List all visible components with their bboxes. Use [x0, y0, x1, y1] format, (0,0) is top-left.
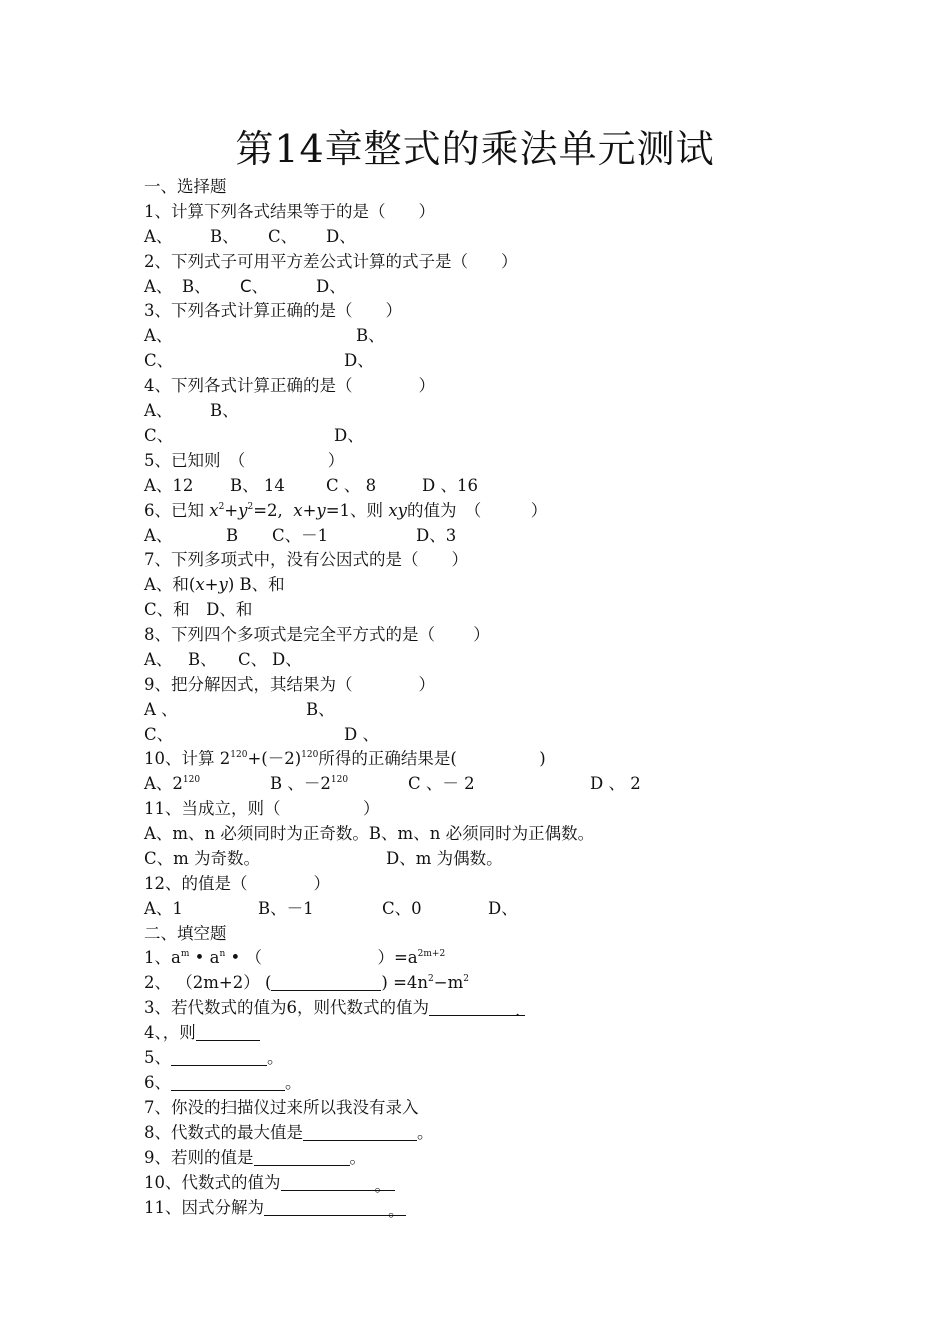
answer-blank[interactable] — [171, 1048, 267, 1066]
question-2-options — [144, 274, 346, 299]
question-7-options-ab: A、和(x+y) B、和 — [144, 575, 285, 594]
option-d: D、 — [488, 899, 518, 918]
option-b: B、 — [182, 277, 211, 296]
option-b: B、 — [210, 401, 239, 420]
option-b: B、 — [210, 227, 239, 246]
option-c: C、 — [144, 725, 174, 744]
fill-3: 3、若代数式的值为6，则代数式的值为 . — [144, 995, 525, 1020]
option-d: D 、 2 — [590, 774, 641, 793]
question-8: 8、下列四个多项式是完全平方式的是（ ） — [144, 625, 490, 644]
answer-blank[interactable]: . — [429, 998, 525, 1016]
answer-blank[interactable] — [271, 973, 381, 991]
option-b: B、－1 — [258, 899, 314, 918]
option-d: D、 — [316, 277, 346, 296]
question-3-options-ab — [144, 323, 385, 348]
option-d: D、 — [334, 426, 364, 445]
fill-1: 1、$a^m$ • $a^n$ • （ ）$=a^{2m+2}$ — [144, 948, 446, 967]
question-8-options — [144, 647, 302, 672]
question-7-options-cd: C、和 D、和 — [144, 600, 253, 619]
option-a: A、 — [144, 401, 173, 420]
option-c: C、 — [144, 426, 174, 445]
question-9: 9、把分解因式，其结果为（ ） — [144, 675, 435, 694]
option-b: B 、$-2^{120}$ — [270, 774, 349, 793]
question-9-options-cd — [144, 722, 379, 747]
option-d: D、 — [344, 351, 374, 370]
answer-blank[interactable] — [196, 1023, 260, 1041]
option-d: D 、 — [344, 725, 379, 744]
option-d: D、 — [272, 650, 302, 669]
question-1: 1、计算下列各式结果等于的是（ ） — [144, 202, 435, 221]
question-5: 5、已知则 （ ） — [144, 451, 345, 470]
section-heading-choice: 一、选择题 — [144, 177, 227, 196]
question-3-options-cd — [144, 348, 374, 373]
option-d: D、 — [326, 227, 356, 246]
option-c: C、m 为奇数。 — [144, 849, 261, 868]
option-d: D 、16 — [422, 476, 478, 495]
option-a: A、 — [144, 326, 173, 345]
fill-5: 5、 。 — [144, 1048, 284, 1067]
option-d: D、3 — [416, 526, 457, 545]
answer-blank[interactable]: 。 — [281, 1173, 395, 1191]
option-a: A 、 — [144, 700, 178, 719]
fill-4: 4、，则 — [144, 1020, 260, 1045]
fill-6: 6、 。 — [144, 1073, 302, 1092]
section-heading-fill: 二、填空题 — [144, 924, 227, 943]
answer-blank[interactable]: 。 — [264, 1198, 406, 1216]
fill-2: 2、 （2m+2） ( ) $=4n^2-m^2$ — [144, 973, 469, 992]
option-a: A、$2^{120}$ — [144, 774, 201, 793]
option-b: B、 — [356, 326, 385, 345]
question-2: 2、下列式子可用平方差公式计算的式子是（ ） — [144, 252, 518, 271]
answer-blank[interactable] — [171, 1073, 285, 1091]
option-a: A、1 — [144, 899, 183, 918]
option-c: C 、－ 2 — [408, 774, 475, 793]
option-b: B、 14 — [230, 476, 285, 495]
question-4-options-ab — [144, 398, 239, 423]
fill-8: 8、代数式的最大值是 。 — [144, 1123, 434, 1142]
question-7: 7、下列多项式中，没有公因式的是（ ） — [144, 550, 468, 569]
option-a: A、 — [144, 526, 173, 545]
option-a: A、 — [144, 277, 173, 296]
question-11-options-ab: A、m、n 必须同时为正奇数。B、m、n 必须同时为正偶数。 — [144, 824, 595, 843]
answer-blank[interactable] — [254, 1148, 350, 1166]
answer-blank[interactable] — [303, 1123, 417, 1141]
question-6: 6、已知 $x^2+y^2=2$, x+y=1、则 xy的值为 （ ） — [144, 501, 548, 520]
option-a: A、 — [144, 650, 173, 669]
option-c: C、－1 — [272, 526, 329, 545]
question-4: 4、下列各式计算正确的是（ ） — [144, 376, 435, 395]
question-12-options — [144, 896, 518, 921]
fill-7: 7、你没的扫描仪过来所以我没有录入 — [144, 1098, 419, 1117]
option-c: C、 — [238, 650, 268, 669]
option-a: A、 — [144, 227, 173, 246]
fill-10: 10、代数式的值为 。 — [144, 1170, 395, 1195]
question-4-options-cd — [144, 423, 364, 448]
option-b: B — [226, 526, 239, 545]
option-c: C、 — [268, 227, 298, 246]
fill-9: 9、若则的值是 。 — [144, 1148, 366, 1167]
fill-11: 11、因式分解为 。 — [144, 1198, 405, 1220]
option-b: B、 — [306, 700, 335, 719]
question-12: 12、的值是（ ） — [144, 874, 330, 893]
option-c: C 、 8 — [326, 476, 377, 495]
question-3: 3、下列各式计算正确的是（ ） — [144, 301, 402, 320]
question-6-options — [144, 523, 457, 548]
option-c: C、 — [144, 351, 174, 370]
page-title: 第14章整式的乘法单元测试 — [235, 127, 715, 171]
option-c: C、0 — [382, 899, 422, 918]
question-11-options-cd — [144, 846, 503, 871]
question-10: 10、计算 $2^{120}+(-2)^{120}$所得的正确结果是( ) — [144, 749, 546, 768]
question-5-options — [144, 473, 478, 498]
question-10-options — [144, 771, 641, 796]
question-1-options — [144, 224, 356, 249]
option-c: C、 — [240, 277, 269, 296]
question-9-options-ab — [144, 697, 335, 722]
option-d: D、m 为偶数。 — [386, 849, 503, 868]
option-a: A、12 — [144, 476, 194, 495]
question-11: 11、当成立，则（ ） — [144, 799, 380, 818]
option-b: B、 — [188, 650, 217, 669]
